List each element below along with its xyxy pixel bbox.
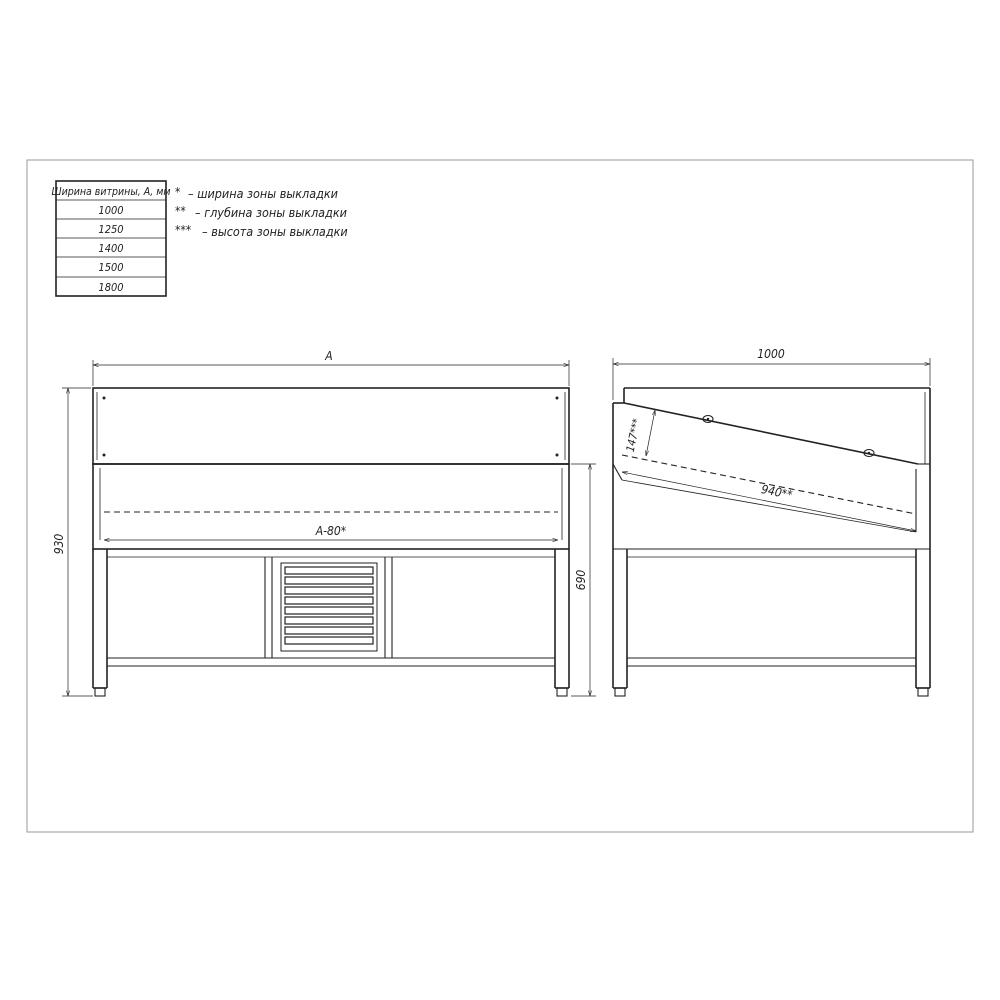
front-view <box>52 349 596 696</box>
table-header: Ширина витрины, А, мм <box>51 186 171 198</box>
notes <box>175 185 348 239</box>
display-width-label: A-80* <box>315 524 347 538</box>
side-view <box>613 347 930 696</box>
note-text: – ширина зоны выкладки <box>188 186 338 201</box>
note-text: – глубина зоны выкладки <box>195 205 347 220</box>
table-row: 1250 <box>98 223 124 236</box>
refrigeration-grille <box>281 563 377 651</box>
leg-foot <box>95 688 105 696</box>
display-height-label: 147*** <box>623 417 644 454</box>
note-text: – высота зоны выкладки <box>202 224 348 239</box>
counter-height-label: 690 <box>574 569 588 591</box>
table-row: 1500 <box>98 261 124 274</box>
leg-foot <box>918 688 928 696</box>
note-mark: ** <box>175 204 186 218</box>
glass-bolt <box>556 454 559 457</box>
depth-label: 1000 <box>757 347 785 361</box>
glass-bolt <box>103 454 106 457</box>
table-row: 1800 <box>98 281 124 294</box>
width-label: A <box>325 349 333 363</box>
front-glass-panel <box>93 388 569 464</box>
display-depth-dimension-line <box>622 472 916 531</box>
note-mark: * <box>175 185 181 199</box>
table-row: 1400 <box>98 242 124 255</box>
display-depth-label: 940** <box>760 482 794 503</box>
table-row: 1000 <box>98 204 124 217</box>
sheet-border <box>27 160 973 832</box>
size-table <box>51 181 170 296</box>
note-mark: *** <box>175 223 192 237</box>
height-label: 930 <box>52 533 66 555</box>
leg-foot <box>557 688 567 696</box>
glass-bolt <box>103 397 106 400</box>
leg-foot <box>615 688 625 696</box>
glass-bolt <box>556 397 559 400</box>
display-height-dimension-line <box>646 410 655 456</box>
